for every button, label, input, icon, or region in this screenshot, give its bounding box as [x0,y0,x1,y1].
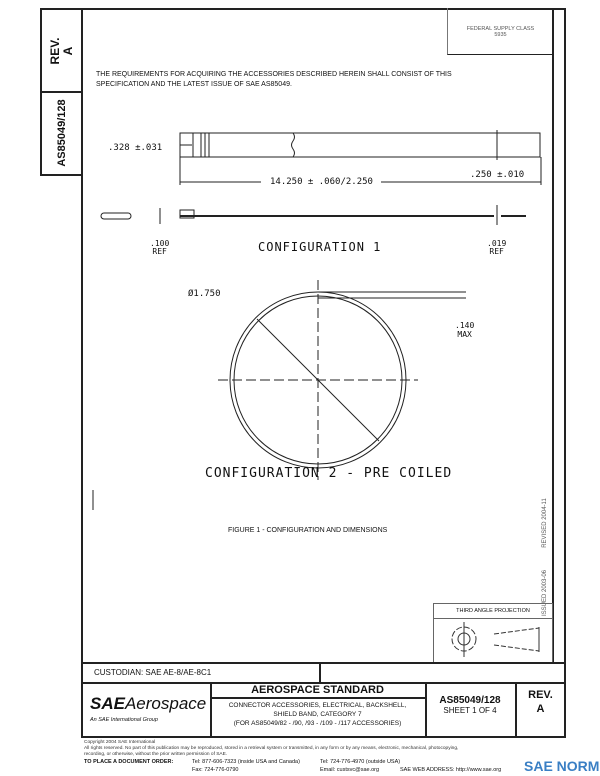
technical-drawing [81,100,551,560]
issued-date: ISSUED 2003-06 [542,569,548,617]
dim-diameter: Ø1.750 [188,289,221,299]
fsc-value: 5935 [494,32,507,38]
config1-label: CONFIGURATION 1 [258,240,382,254]
footer [84,740,458,758]
right-strip-line [552,8,554,663]
doc-number-box [425,682,517,738]
dim-max-label: MAX [457,330,472,339]
rev-value-bottom: A [536,703,545,715]
intro-line-1: THE REQUIREMENTS FOR ACQUIRING THE ACCESSORIES DESCRIBED HEREIN SHALL CONSIST OF THIS [96,71,452,78]
doc-number-side-box [40,91,83,176]
desc-line-3: (FOR AS85049/82 - /90, /93 - /109 - /117 ACCESSORIES) [233,720,402,727]
order-label: TO PLACE A DOCUMENT ORDER: [84,759,174,765]
config2-label: CONFIGURATION 2 - PRE COILED [205,466,453,481]
rights-line-2: recording, or otherwise, without the prior written permission of SAE. [84,752,228,757]
web-address[interactable]: SAE WEB ADDRESS: http://www.sae.org [400,767,502,773]
rights-line-1: All rights reserved. No part of this publication may be reproduced, stored in a retrieval system or transmitted, in any form or by any means, electronic, mechanical, photocopying, [84,746,459,751]
email: Email: custsvc@sae.org [320,767,380,773]
logo-subtitle: An SAE International Group [90,717,158,723]
title-block [82,682,566,738]
projection-box [433,603,553,663]
rev-label: REV. [48,37,62,65]
fax: Fax: 724-776-0790 [192,767,239,773]
rev-side-box [40,8,83,93]
sae-logo [82,682,212,738]
dim-width: .328 ±.031 [108,143,163,153]
sheet-number: SHEET 1 OF 4 [443,706,497,715]
revised-date: REVISED 2004-11 [542,498,548,548]
band-end-view [101,213,131,219]
tel-inside: Tel: 877-606-7323 (inside USA and Canada) [192,759,300,765]
rev-box [515,682,566,738]
figure-caption: FIGURE 1 - CONFIGURATION AND DIMENSIONS [228,527,388,534]
band-top-view [180,133,540,157]
dim-ref2-value: .019 [487,239,507,248]
dim-ref-100 [150,240,169,256]
dim-length: 14.250 ± .060/2.250 [270,177,373,187]
fsc-label: FEDERAL SUPPLY CLASS [466,26,535,32]
projection-symbol-icon [434,619,552,659]
standard-heading: AEROSPACE STANDARD [210,682,425,699]
dim-ref1-value: .100 [150,239,170,248]
tel-outside: Tel: 724-776-4970 (outside USA) [320,759,401,765]
rev-value: A [61,46,75,56]
dim-max-value: .140 [455,321,475,330]
rev-side-label [49,11,75,91]
copyright: Copyright 2004 SAE International [84,740,156,745]
dim-thickness: .250 ±.010 [470,170,525,180]
rev-label-bottom: REV. [528,689,553,701]
dim-ref1-label: REF [152,247,167,256]
dim-ref-019 [487,240,506,256]
desc-line-1: CONNECTOR ACCESSORIES, ELECTRICAL, BACKSHELL, [228,702,407,709]
intro-line-2: SPECIFICATION AND THE LATEST ISSUE OF SAE AS85049. [96,81,292,88]
title-center [210,682,427,738]
doc-number-side: AS85049/128 [56,99,68,167]
intro-text [96,70,452,90]
doc-number: AS85049/128 [439,695,501,706]
fsc-box [447,8,553,55]
watermark-logo: SAE NORM [524,758,600,774]
projection-label: THIRD ANGLE PROJECTION [434,604,552,619]
desc-line-2: SHIELD BAND, CATEGORY 7 [273,711,362,718]
custodian-text: CUSTODIAN: SAE AE-8/AE-8C1 [94,668,212,677]
logo-sae: SAE [90,694,125,713]
dim-ref2-label: REF [489,247,504,256]
custodian-row [82,662,566,684]
logo-aerospace: Aerospace [124,694,207,713]
dim-max [455,321,474,339]
